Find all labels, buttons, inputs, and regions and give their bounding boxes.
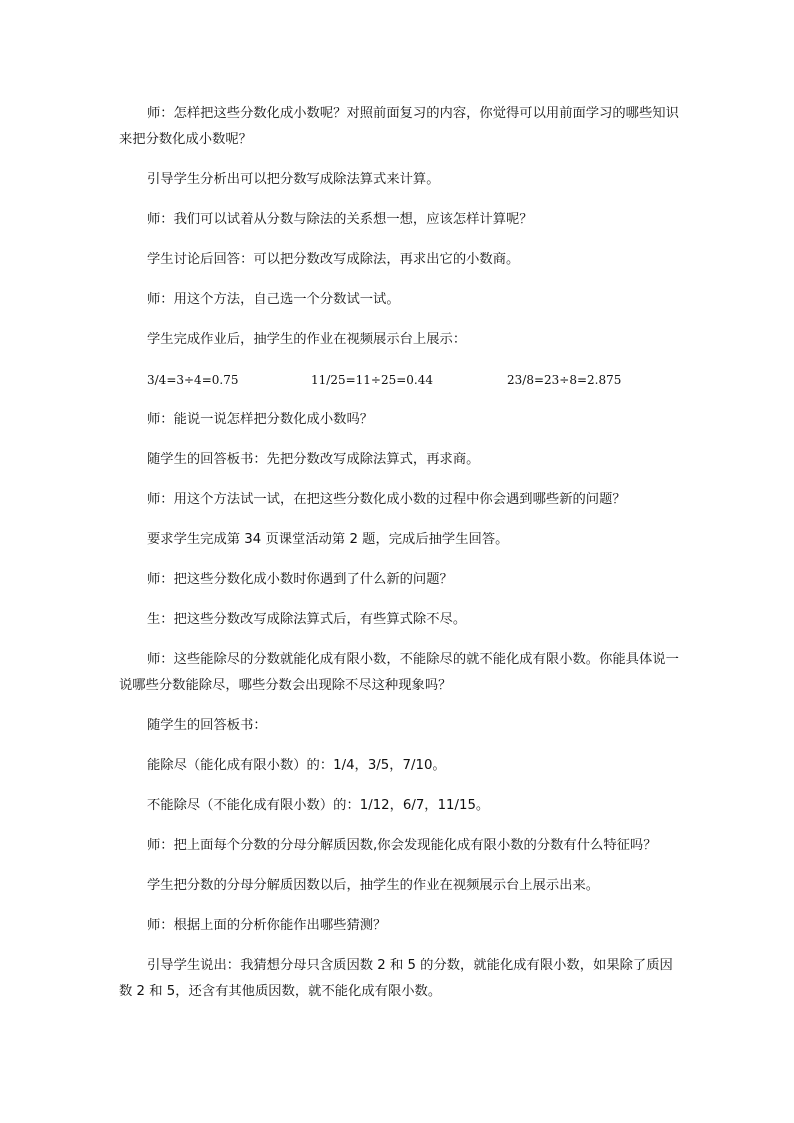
paragraph: 生：把这些分数改写成除法算式后，有些算式除不尽。 xyxy=(147,612,467,627)
paragraph: 师：用这个方法试一试，在把这些分数化成小数的过程中你会遇到哪些新的问题？ xyxy=(147,492,626,507)
paragraph: 引导学生分析出可以把分数写成除法算式来计算。 xyxy=(147,172,440,187)
equation: 11/25=11÷25=0.44 xyxy=(311,373,434,387)
paragraph: 随学生的回答板书：先把分数改写成除法算式，再求商。 xyxy=(147,452,480,467)
paragraph: 学生完成作业后，抽学生的作业在视频展示台上展示： xyxy=(147,332,467,347)
paragraph: 师：能说一说怎样把分数化成小数吗？ xyxy=(147,412,374,427)
paragraph: 引导学生说出：我猜想分母只含质因数 2 和 5 的分数，就能化成有限小数，如果除了质因数 2 和 5，还含有其他质因数，就不能化成有限小数。 xyxy=(119,958,673,999)
paragraph: 随学生的回答板书： xyxy=(147,718,267,733)
paragraph: 学生把分数的分母分解质因数以后，抽学生的作业在视频展示台上展示出来。 xyxy=(147,878,600,893)
paragraph: 师：根据上面的分析你能作出哪些猜测？ xyxy=(147,918,387,933)
paragraph: 师：这些能除尽的分数就能化成有限小数，不能除尽的就不能化成有限小数。你能具体说一说哪些分数能除尽，哪些分数会出现除不尽这种现象吗？ xyxy=(119,652,679,693)
paragraph: 师：我们可以试着从分数与除法的关系想一想，应该怎样计算呢？ xyxy=(147,212,533,227)
paragraph: 师：把上面每个分数的分母分解质因数,你会发现能化成有限小数的分数有什么特征吗？ xyxy=(147,838,657,853)
paragraph: 师：用这个方法，自己选一个分数试一试。 xyxy=(147,292,400,307)
paragraph: 要求学生完成第 34 页课堂活动第 2 题，完成后抽学生回答。 xyxy=(147,532,509,547)
paragraph: 师：怎样把这些分数化成小数呢？对照前面复习的内容，你觉得可以用前面学习的哪些知识来把分数化成小数呢？ xyxy=(119,106,679,147)
equation: 23/8=23÷8=2.875 xyxy=(507,373,622,387)
paragraph: 师：把这些分数化成小数时你遇到了什么新的问题？ xyxy=(147,572,453,587)
lesson-text xyxy=(119,101,679,1019)
paragraph: 能除尽（能化成有限小数）的：1/4，3/5，7/10。 xyxy=(147,758,446,773)
equation-row xyxy=(119,367,679,393)
paragraph: 不能除尽（不能化成有限小数）的：1/12，6/7，11/15。 xyxy=(147,798,490,813)
paragraph: 学生讨论后回答：可以把分数改写成除法，再求出它的小数商。 xyxy=(147,252,520,267)
equation: 3/4=3÷4=0.75 xyxy=(147,373,239,387)
